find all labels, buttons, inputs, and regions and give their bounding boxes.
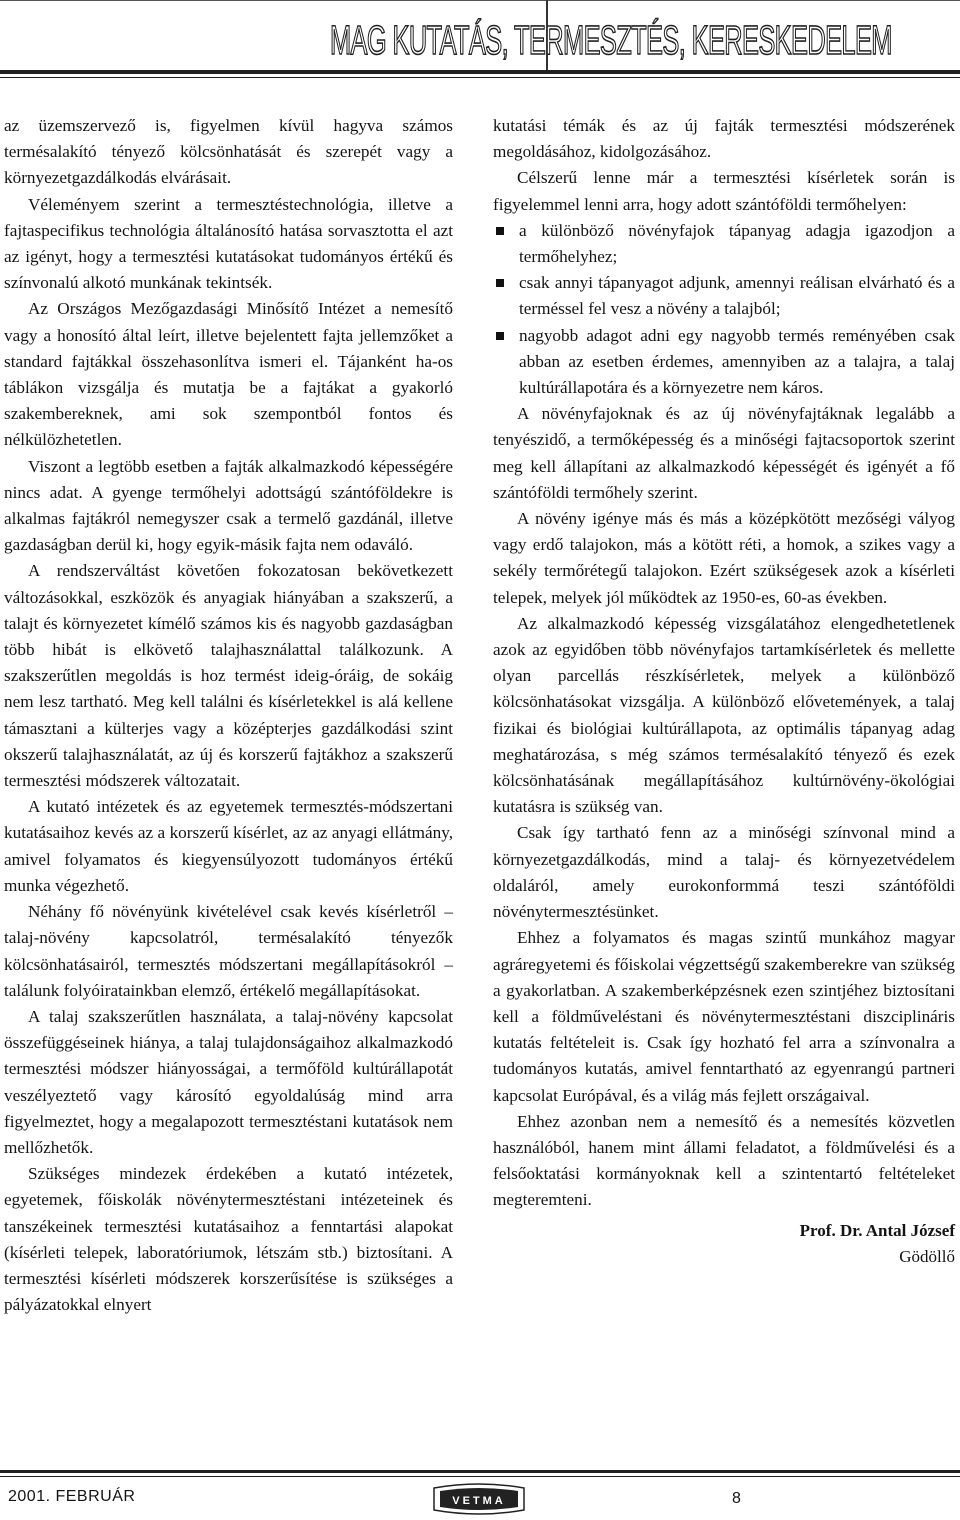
left-paragraph: az üzemszervező is, figyelmen kívül hagyva számos termésalakító tényező kölcsönhatását és szerepét vagy a környezetgazdálkodás elvárásait.	[4, 116, 453, 188]
right-paragraph: Csak így tartható fenn az a minőségi színvonal mind a környezetgazdálkodás, mind a talaj- és környezetvédelem oldaláról, amely eurokonformmá teszi szántóföldi növénytermesztésünket.	[493, 823, 955, 922]
issue-date: 2001. FEBRUÁR	[8, 1488, 136, 1505]
square-bullet-icon	[496, 279, 504, 287]
right-column	[493, 113, 955, 1270]
list-item	[493, 270, 955, 322]
left-column	[4, 113, 453, 1318]
list-item-text: csak annyi tápanyagot adjunk, amennyi reálisan elvárható és a terméssel fel vesz a növény a talajból;	[519, 273, 955, 319]
header-bottom-rule	[0, 70, 960, 74]
logo-text: VETMA	[452, 1495, 506, 1507]
bullet-list	[493, 218, 955, 401]
left-paragraph: Viszont a legtöbb esetben a fajták alkalmazkodó képességére nincs adat. A gyenge termőhelyi adottságú szántóföldekre is alkalmas fajtákról nemegyszer csak a termelő gazdánál, illetve gazdaságban derül ki, hogy egyik-másik fajta nem odaváló.	[4, 456, 453, 555]
left-paragraph: Néhány fő növényünk kivételével csak kevés kísérletről – talaj-növény kapcsolatról, termésalakító tényezők kölcsönhatásairól, termesztés módszertani megállapításokról – találunk folyóiratainkban elemző, értékelő megállapításokat.	[4, 902, 453, 1000]
left-paragraph: A rendszerváltást követően fokozatosan bekövetkezett változásokkal, eszközök és anyagiak hiányában a szakszerű, a talajt és környezetet kímélő számos kis és nagyobb gazdaságban több hibát is elkövető talajhasználattal találkozunk. A szakszerűtlen megoldás is hoz termést ideig-óráig, de sokáig nem lesz tartható. Meg kell találni és kísérletekkel is alá kellene támasztani a külterjes vagy a középterjes gazdálkodási szint okszerű talajhasználatát, az új és korszerű fajtákhoz a szakszerű termesztési módszerek változatait.	[4, 561, 453, 791]
author-place: Gödöllő	[899, 1246, 955, 1266]
right-paragraph: A növényfajoknak és az új növényfajtáknak legalább a tenyészidő, a termőképesség és a minőségi fajtacsoportok szerint meg kell állapítani az alkalmazkodó képességét és igényét a fő szántóföldi termőhely szerint.	[493, 404, 955, 502]
list-item-text: nagyobb adagot adni egy nagyobb termés reményében csak abban az esetben érdemes, amennyiben az a talajra, a talaj kultúrállapotára és a környezetre nem káros.	[519, 325, 955, 398]
right-lead: Célszerű lenne már a termesztési kísérletek során is figyelemmel lenni arra, hogy adott szántóföldi termőhelyen:	[493, 168, 955, 214]
left-paragraph: A talaj szakszerűtlen használata, a talaj-növény kapcsolat összefüggéseinek hiánya, a talaj tulajdonságaihoz alkalmazkodó termesztési módszer hiányosságai, a termőföld kultúrállapotát veszélyeztető vagy károsító egyoldalúság mind arra figyelmeztet, hogy a megalapozott termesztéstani kutatások nem mellőzhetők.	[4, 1006, 453, 1157]
right-paragraph: A növény igénye más és más a középkötött mezőségi vályog vagy erdő talajokon, más a kötött réti, a homok, a szikes vagy a sekély termőrétegű talajokon. Ezért szükségesek azok a kísérleti telepek, melyek jól működtek az 1950-es, 60-as években.	[493, 509, 955, 607]
page-number: 8	[732, 1490, 741, 1507]
header-top-rule	[0, 0, 960, 1]
footer-thin-rule	[0, 1476, 960, 1477]
vetma-logo	[430, 1482, 528, 1516]
header-title: MAG KUTATÁS, TERMESZTÉS, KERESKEDELEM	[330, 17, 892, 63]
footer-rule	[0, 1470, 960, 1473]
right-paragraph: Ehhez azonban nem a nemesítő és a nemesítés közvetlen használóból, hanem mint állami feladatot, a földművelési és a felsőoktatási kormányoknak kell a szintentartó feltételeket megteremteni.	[493, 1111, 955, 1210]
right-paragraph: Ehhez a folyamatos és magas szintű munkához magyar agráregyetemi és főiskolai végzettségű szakemberekre van szükség a gyakorlatban. A szakemberképzésnek ezen szintjéhez biztosítani kell a földműveléstani és növénytermesztéstani diszciplináris kutatás feltételeit is. Csak így hozható fel arra a színvonalra a tudományos kutatás, amivel fenntartható az egyenrangú partneri kapcsolat Európával, és a világ más fejlett országaival.	[493, 928, 955, 1105]
list-item	[493, 218, 955, 270]
left-paragraph: Szükséges mindezek érdekében a kutató intézetek, egyetemek, főiskolák növénytermesztéstani intézeteinek és tanszékeinek termesztési kutatásaihoz a fenntartási alapokat (kísérleti telepek, laboratóriumok, létszám stb.) biztosítani. A termesztési kísérleti módszerek korszerűsítése is szükséges a pályázatokkal elnyert	[4, 1164, 453, 1315]
square-bullet-icon	[496, 227, 504, 235]
right-intro: kutatási témák és az új fajták termesztési módszerének megoldásához, kidolgozásához.	[493, 116, 955, 162]
list-item	[493, 323, 955, 402]
right-paragraph: Az alkalmazkodó képesség vizsgálatához elengedhetetlenek azok az egyidőben több növényfajos tartamkísérletek és mellette olyan parcellás részkísérletek, melyek a különböző kölcsönhatásokat vizsgálja. A különböző elővetemények, a talaj fizikai és biológiai kultúrállapota, az optimális tápanyag adag meghatározása, s még számos termésalakító tényező és ezek kölcsönhatásának megállapításához kultúrnövény-ökológiai kutatásra is szükség van.	[493, 613, 955, 817]
left-paragraph: Az Országos Mezőgazdasági Minősítő Intézet a nemesítő vagy a honosító által leírt, illetve bejelentett fajta jellemzőket a standard fajtákkal összehasonlítva ismeri el. Tájanként ha-os táblákon vizsgálja és mutatja be a fajtákat a gyakorló szakembereknek, ami sok szempontból fontos és nélkülözhetetlen.	[4, 299, 453, 450]
square-bullet-icon	[496, 332, 504, 340]
header-bottom-thin-rule	[0, 77, 960, 78]
left-paragraph: Véleményem szerint a termesztéstechnológia, illetve a fajtaspecifikus technológia általánosító hatása sorvasztotta el azt az igényt, hogy a termesztési kutatásokat tudományos értékű és színvonalú alkotó munkának tekintsék.	[4, 194, 453, 293]
author-name: Prof. Dr. Antal József	[799, 1220, 955, 1240]
left-paragraph: A kutató intézetek és az egyetemek termesztés-módszertani kutatásaihoz kevés az a korszerű kísérlet, az az anyagi ellátmány, amivel folyamatos és kiegyensúlyozott tudományos értékű munka végezhető.	[4, 797, 453, 895]
list-item-text: a különböző növényfajok tápanyag adagja igazodjon a termőhelyhez;	[519, 220, 955, 267]
